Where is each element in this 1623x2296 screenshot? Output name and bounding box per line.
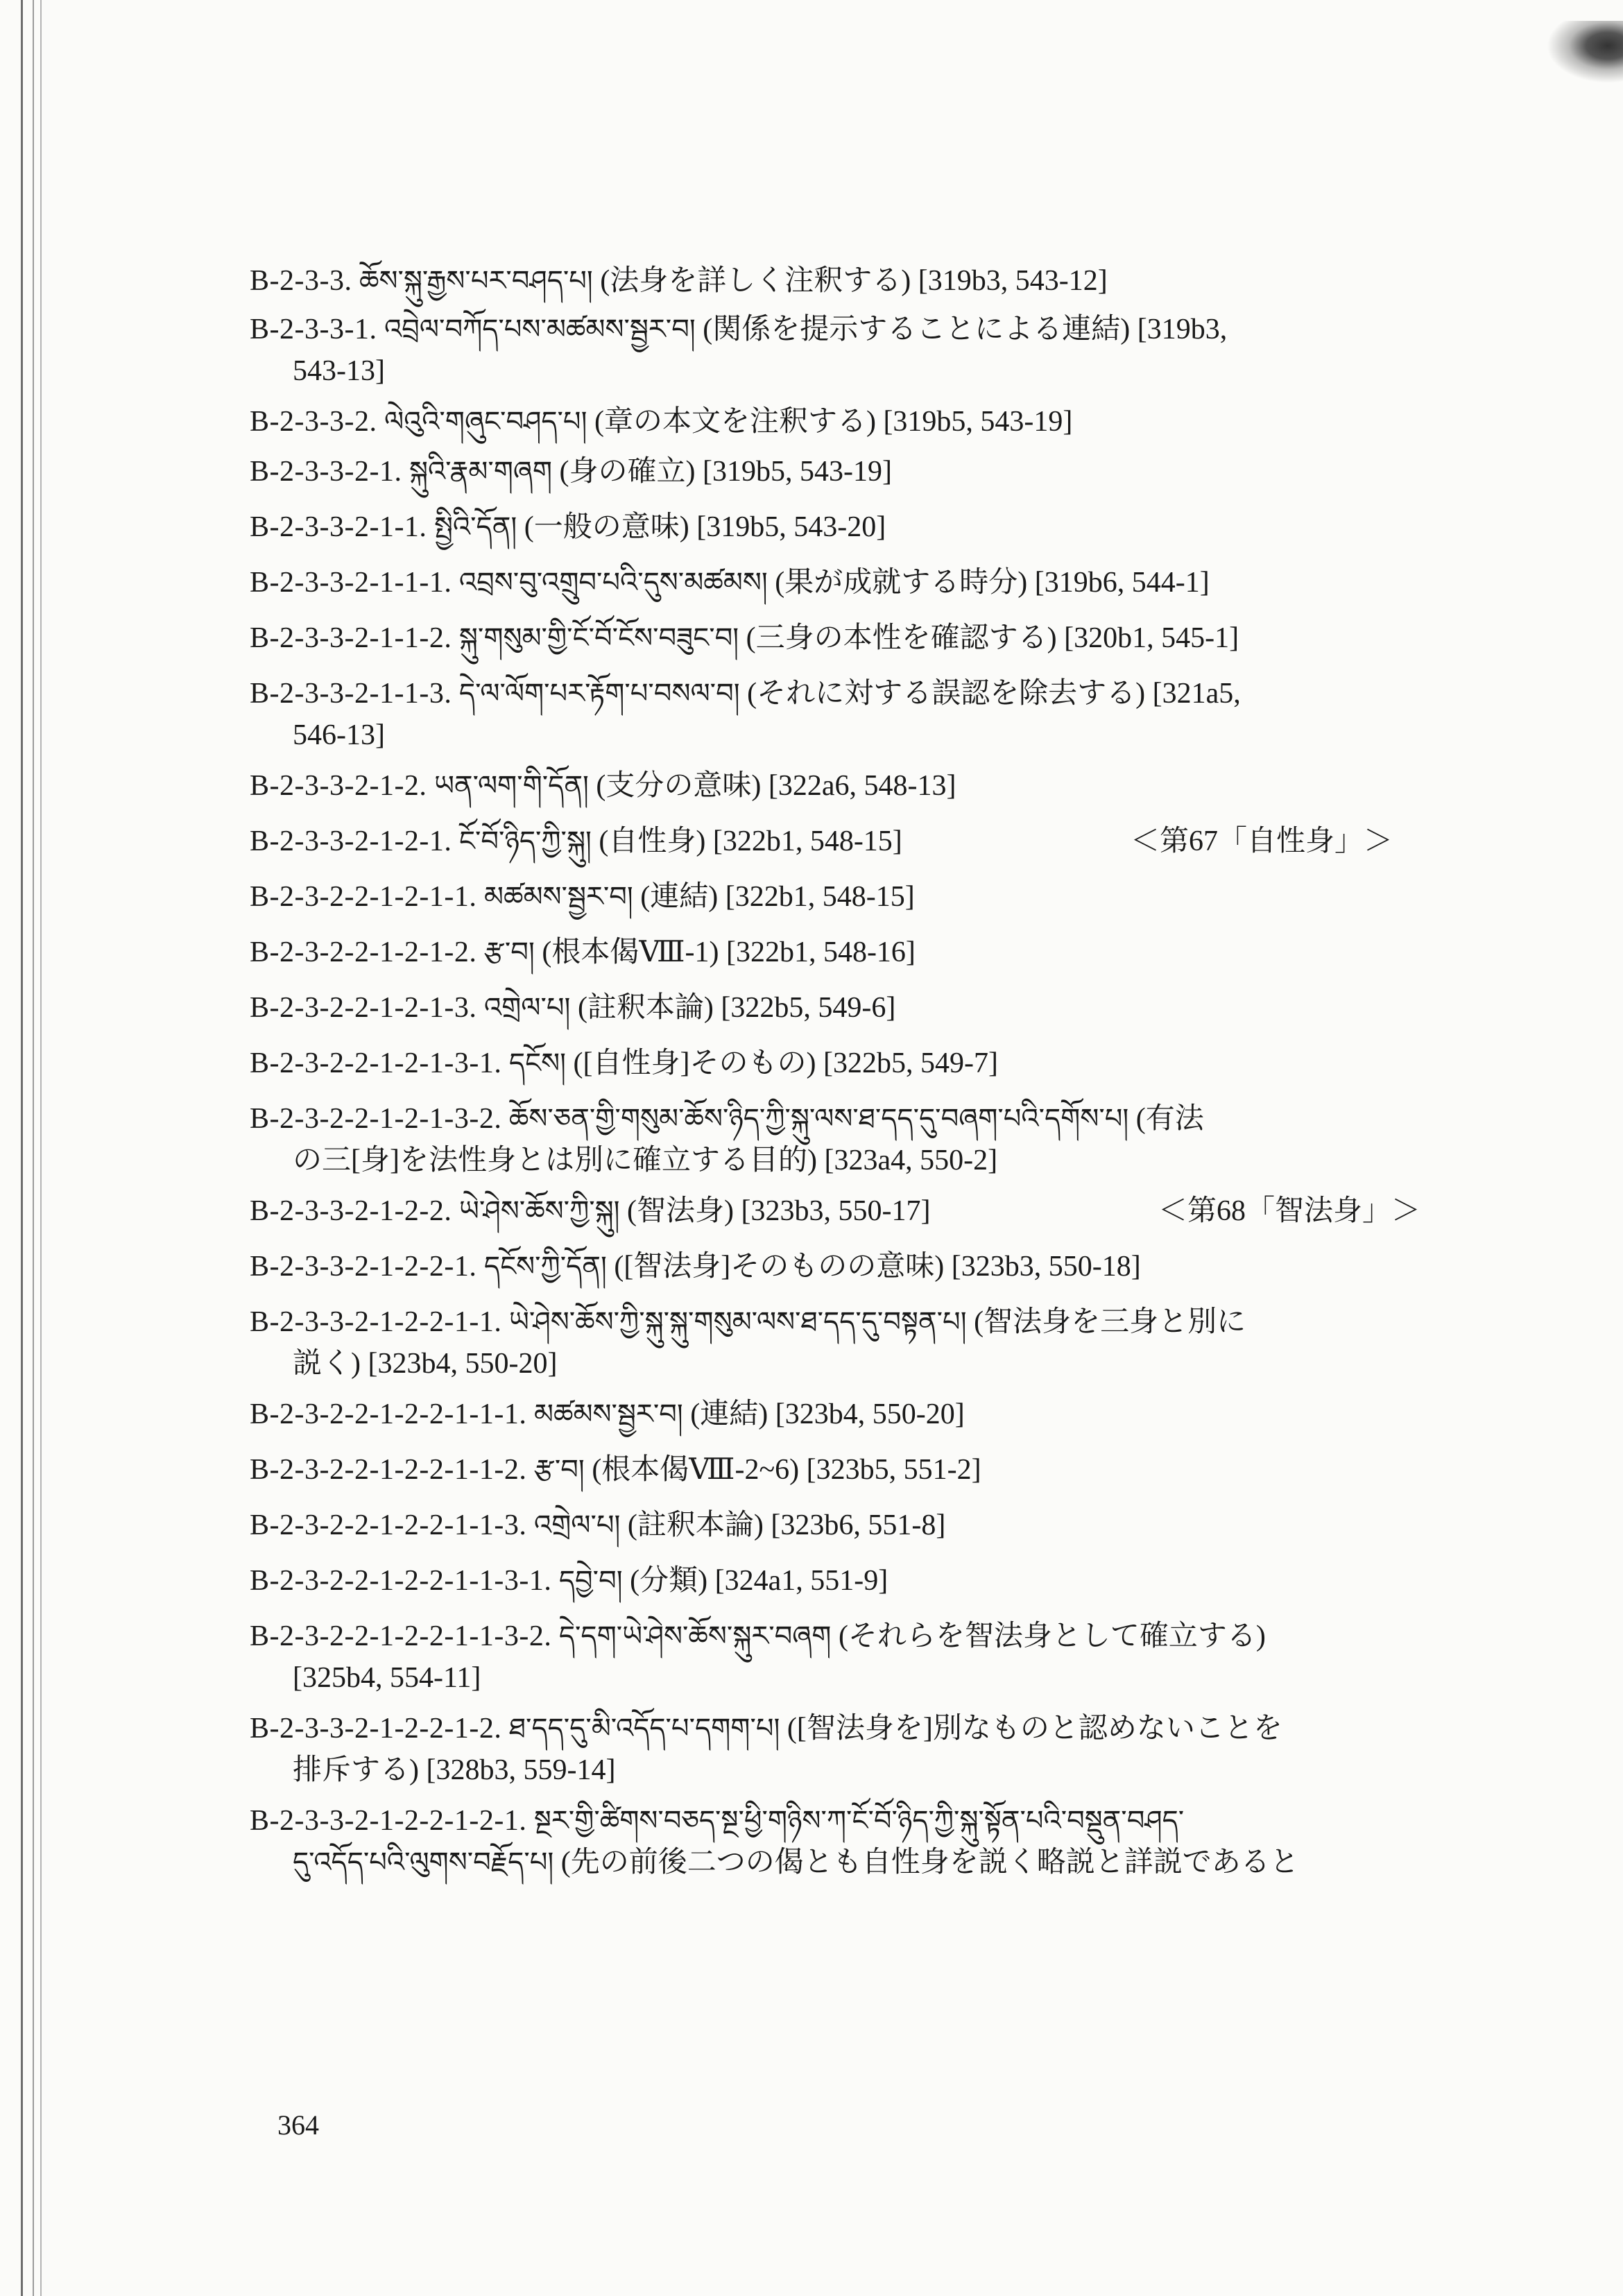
outline-entry — [250, 260, 1108, 302]
outline-entry — [250, 1098, 1204, 1181]
japanese-gloss: (智法身を三身と別に — [974, 1306, 1246, 1338]
outline-entry — [250, 309, 1227, 392]
entry-number: B-2-3-2-2-1-2-1-3-1. — [250, 1047, 502, 1079]
entry-number: B-2-3-3-2-1-2-1. — [250, 825, 452, 857]
outline-entry — [250, 876, 915, 918]
folio-reference: [319b5, 543-20] — [696, 511, 886, 543]
tibetan-heading: མཚམས་སྦྱར་བ། — [483, 881, 633, 913]
entry-continuation — [250, 1749, 1282, 1791]
folio-reference: [319b3, 543-12] — [918, 265, 1108, 297]
japanese-gloss: ([自性身]そのもの) — [573, 1047, 816, 1079]
japanese-gloss: (連結) — [640, 881, 719, 913]
japanese-gloss: (果が成就する時分) — [775, 567, 1028, 599]
tibetan-heading: འགྲེལ་པ། — [533, 1509, 621, 1541]
entry-number: B-2-3-3-2-1-2-2. — [250, 1195, 452, 1227]
entry-number: B-2-3-2-2-1-2-2-1-1-1. — [250, 1398, 527, 1430]
continuation-text: [325b4, 554-11] — [293, 1662, 481, 1694]
entry-number: B-2-3-3-2-1-1. — [250, 511, 427, 543]
tibetan-heading: སྐུ་གསུམ་གྱི་ངོ་བོ་ངོས་བཟུང་བ། — [458, 622, 739, 654]
tibetan-heading: དེ་དག་ཡེ་ཤེས་ཆོས་སྐུར་བཞག — [558, 1620, 832, 1652]
entry-number: B-2-3-3-1. — [250, 314, 377, 345]
japanese-gloss: (関係を提示することによる連結) — [703, 314, 1131, 345]
entry-number: B-2-3-2-2-1-2-2-1-1-2. — [250, 1454, 527, 1486]
outline-entry — [250, 617, 1239, 659]
japanese-gloss: (支分の意味) — [596, 770, 762, 802]
tibetan-heading: རྩ་བ། — [483, 936, 535, 968]
entry-number: B-2-3-2-2-1-2-2-1-1-3-2. — [250, 1620, 552, 1652]
japanese-gloss: (根本偈Ⅷ-1) — [542, 936, 719, 968]
section-note: ＜第67「自性身」＞ — [1131, 825, 1393, 857]
folio-reference: [321a5, — [1152, 678, 1241, 710]
folio-reference: [322b5, 549-7] — [823, 1047, 998, 1079]
tibetan-heading: ཡེ་ཤེས་ཆོས་ཀྱི་སྐུ་སྐུ་གསུམ་ལས་ཐ་དད་དུ་བསྟན་པ། — [508, 1306, 967, 1338]
japanese-gloss: (註釈本論) — [627, 1509, 764, 1541]
tibetan-heading: ངོ་བོ་ཉིད་ཀྱི་སྐུ། — [458, 825, 592, 857]
entry-number: B-2-3-3-2-1-2-2-1. — [250, 1251, 477, 1283]
outline-entry — [250, 1708, 1282, 1791]
japanese-gloss: (根本偈Ⅷ-2~6) — [592, 1454, 800, 1486]
japanese-gloss: ([智法身]そのものの意味) — [614, 1251, 945, 1283]
japanese-gloss: (註釈本論) — [577, 992, 714, 1024]
entry-number: B-2-3-3. — [250, 265, 352, 297]
continuation-text: 説く) [323b4, 550-20] — [293, 1348, 558, 1380]
outline-entry — [250, 1449, 981, 1491]
outline-entry — [250, 1043, 998, 1084]
japanese-gloss: (それらを智法身として確立する) — [838, 1620, 1266, 1652]
outline-entry — [250, 1394, 965, 1435]
entry-continuation — [250, 1657, 1266, 1699]
folio-reference: [320b1, 545-1] — [1064, 622, 1239, 654]
folio-reference: [323b6, 551-8] — [771, 1509, 946, 1541]
outline-entry — [250, 673, 1241, 756]
outline-entry — [250, 821, 902, 862]
japanese-gloss: (身の確立) — [559, 456, 696, 488]
entry-number: B-2-3-3-2-1-2-2-1-1. — [250, 1306, 502, 1338]
tibetan-heading: ཐ་དད་དུ་མི་འདོད་པ་དགག་པ། — [508, 1713, 780, 1745]
outline-entry — [250, 1505, 945, 1546]
entry-continuation — [250, 350, 1227, 392]
outline-entry — [250, 932, 916, 973]
entry-number: B-2-3-3-2. — [250, 406, 377, 438]
japanese-gloss: (一般の意味) — [524, 511, 689, 543]
japanese-gloss: (有法 — [1135, 1103, 1204, 1135]
japanese-gloss: (連結) — [690, 1398, 768, 1430]
entry-number: B-2-3-2-2-1-2-2-1-1-3. — [250, 1509, 527, 1541]
tibetan-heading: འབྲས་བུ་འགྲུབ་པའི་དུས་མཚམས། — [458, 567, 768, 599]
folio-reference: [323b3, 550-17] — [741, 1195, 931, 1227]
page-number: 364 — [277, 2109, 319, 2141]
japanese-gloss: (三身の本性を確認する) — [746, 622, 1057, 654]
entry-number: B-2-3-3-2-1. — [250, 456, 402, 488]
entry-number: B-2-3-3-2-1-2-2-1-2-1. — [250, 1805, 527, 1837]
tibetan-heading-continued: དུ་འདོད་པའི་ལུགས་བརྗོད་པ། — [293, 1847, 554, 1878]
folio-reference: [322b1, 548-15] — [712, 825, 902, 857]
entry-number: B-2-3-2-2-1-2-1-3-2. — [250, 1103, 502, 1135]
japanese-gloss: (智法身) — [627, 1195, 735, 1227]
entry-number: B-2-3-3-2-1-1-2. — [250, 622, 452, 654]
folio-reference: [322a6, 548-13] — [768, 770, 956, 802]
continuation-text: (先の前後二つの偈とも自性身を説く略説と詳説であると — [560, 1847, 1299, 1878]
folio-reference: [323b4, 550-20] — [775, 1398, 965, 1430]
outline-entry — [250, 506, 886, 548]
japanese-gloss: (法身を詳しく注釈する) — [600, 265, 911, 297]
tibetan-heading: དངོས་ཀྱི་དོན། — [483, 1251, 607, 1283]
section-note: ＜第68「智法身」＞ — [1158, 1195, 1421, 1227]
outline-entry — [250, 987, 895, 1029]
outline-entry — [250, 562, 1210, 603]
tibetan-heading: སྤྱིའི་དོན། — [433, 511, 517, 543]
entry-number: B-2-3-2-2-1-2-2-1-1-3-1. — [250, 1565, 552, 1597]
japanese-gloss: (章の本文を注釈する) — [594, 406, 876, 438]
entry-continuation — [250, 1140, 1204, 1181]
entry-number: B-2-3-3-2-1-2-2-1-2. — [250, 1713, 502, 1745]
folio-reference: [322b5, 549-6] — [721, 992, 896, 1024]
tibetan-heading: དེ་ལ་ལོག་པར་རྟོག་པ་བསལ་བ། — [458, 678, 740, 710]
tibetan-heading: སྐུའི་རྣམ་གཞག — [409, 456, 553, 488]
continuation-text: の三[身]を法性身とは別に確立する目的) [323a4, 550-2] — [293, 1145, 998, 1176]
tibetan-heading: ཆོས་ཅན་གྱི་གསུམ་ཆོས་ཉིད་ཀྱི་སྐུ་ལས་ཐ་དད་དུ་བཞག་པའི་དགོས་པ། — [508, 1103, 1129, 1135]
outline-entry — [250, 401, 1072, 443]
japanese-gloss: (分類) — [630, 1565, 708, 1597]
folio-reference: [319b3, — [1137, 314, 1228, 345]
folio-reference: [322b1, 548-15] — [725, 881, 915, 913]
outline-entry — [250, 1560, 888, 1602]
continuation-text: 543-13] — [293, 355, 385, 387]
tibetan-heading: མཚམས་སྦྱར་བ། — [533, 1398, 683, 1430]
entry-continuation — [250, 1842, 1299, 1883]
outline-entry — [250, 1800, 1299, 1883]
tibetan-heading: སྔར་གྱི་ཚིགས་བཅད་སྔ་ཕྱི་གཉིས་ཀ་ངོ་བོ་ཉིད་ཀྱི་སྐུ་སྟོན་པའི་བསྡུན་བཤད་ — [533, 1805, 1185, 1837]
outline-entry — [250, 451, 892, 492]
japanese-gloss: (自性身) — [599, 825, 706, 857]
entry-number: B-2-3-2-2-1-2-1-2. — [250, 936, 477, 968]
entry-number: B-2-3-3-2-1-1-1. — [250, 567, 452, 599]
folio-reference: [319b5, 543-19] — [883, 406, 1073, 438]
tibetan-heading: ལེའུའི་གཞུང་བཤད་པ། — [384, 406, 587, 438]
entry-continuation — [250, 1343, 1246, 1385]
tibetan-heading: ཡེ་ཤེས་ཆོས་ཀྱི་སྐུ། — [458, 1195, 620, 1227]
continuation-text: 排斥する) [328b3, 559-14] — [293, 1754, 616, 1786]
tibetan-heading: དབྱེ་བ། — [558, 1565, 623, 1597]
entry-number: B-2-3-2-2-1-2-1-1. — [250, 881, 477, 913]
tibetan-heading: རྩ་བ། — [533, 1454, 585, 1486]
outline-entry — [250, 765, 956, 807]
tibetan-heading: ཆོས་སྐུ་རྒྱས་པར་བཤད་པ། — [359, 265, 593, 297]
entry-number: B-2-3-3-2-1-2. — [250, 770, 427, 802]
japanese-gloss: ([智法身を]別なものと認めないことを — [787, 1713, 1282, 1745]
folio-reference: [319b6, 544-1] — [1034, 567, 1210, 599]
outline-entry — [250, 1616, 1266, 1699]
continuation-text: 546-13] — [293, 719, 385, 751]
folio-reference: [322b1, 548-16] — [725, 936, 916, 968]
tibetan-heading: ཡན་ལག་གི་དོན། — [433, 770, 589, 802]
outline-entry — [250, 1190, 930, 1232]
tibetan-heading: འབྲེལ་བཀོད་པས་མཚམས་སྦྱར་བ། — [384, 314, 696, 345]
folio-reference: [323b5, 551-2] — [806, 1454, 981, 1486]
outline-entry — [250, 1301, 1246, 1385]
entry-number: B-2-3-2-2-1-2-1-3. — [250, 992, 477, 1024]
japanese-gloss: (それに対する誤認を除去する) — [747, 678, 1146, 710]
tibetan-heading: འགྲེལ་པ། — [483, 992, 571, 1024]
folio-reference: [319b5, 543-19] — [703, 456, 892, 488]
tibetan-heading: དངོས། — [508, 1047, 567, 1079]
outline-entry — [250, 1246, 1141, 1287]
entry-continuation — [250, 714, 1241, 756]
folio-reference: [324a1, 551-9] — [714, 1565, 888, 1597]
folio-reference: [323b3, 550-18] — [951, 1251, 1141, 1283]
entry-number: B-2-3-3-2-1-1-3. — [250, 678, 452, 710]
